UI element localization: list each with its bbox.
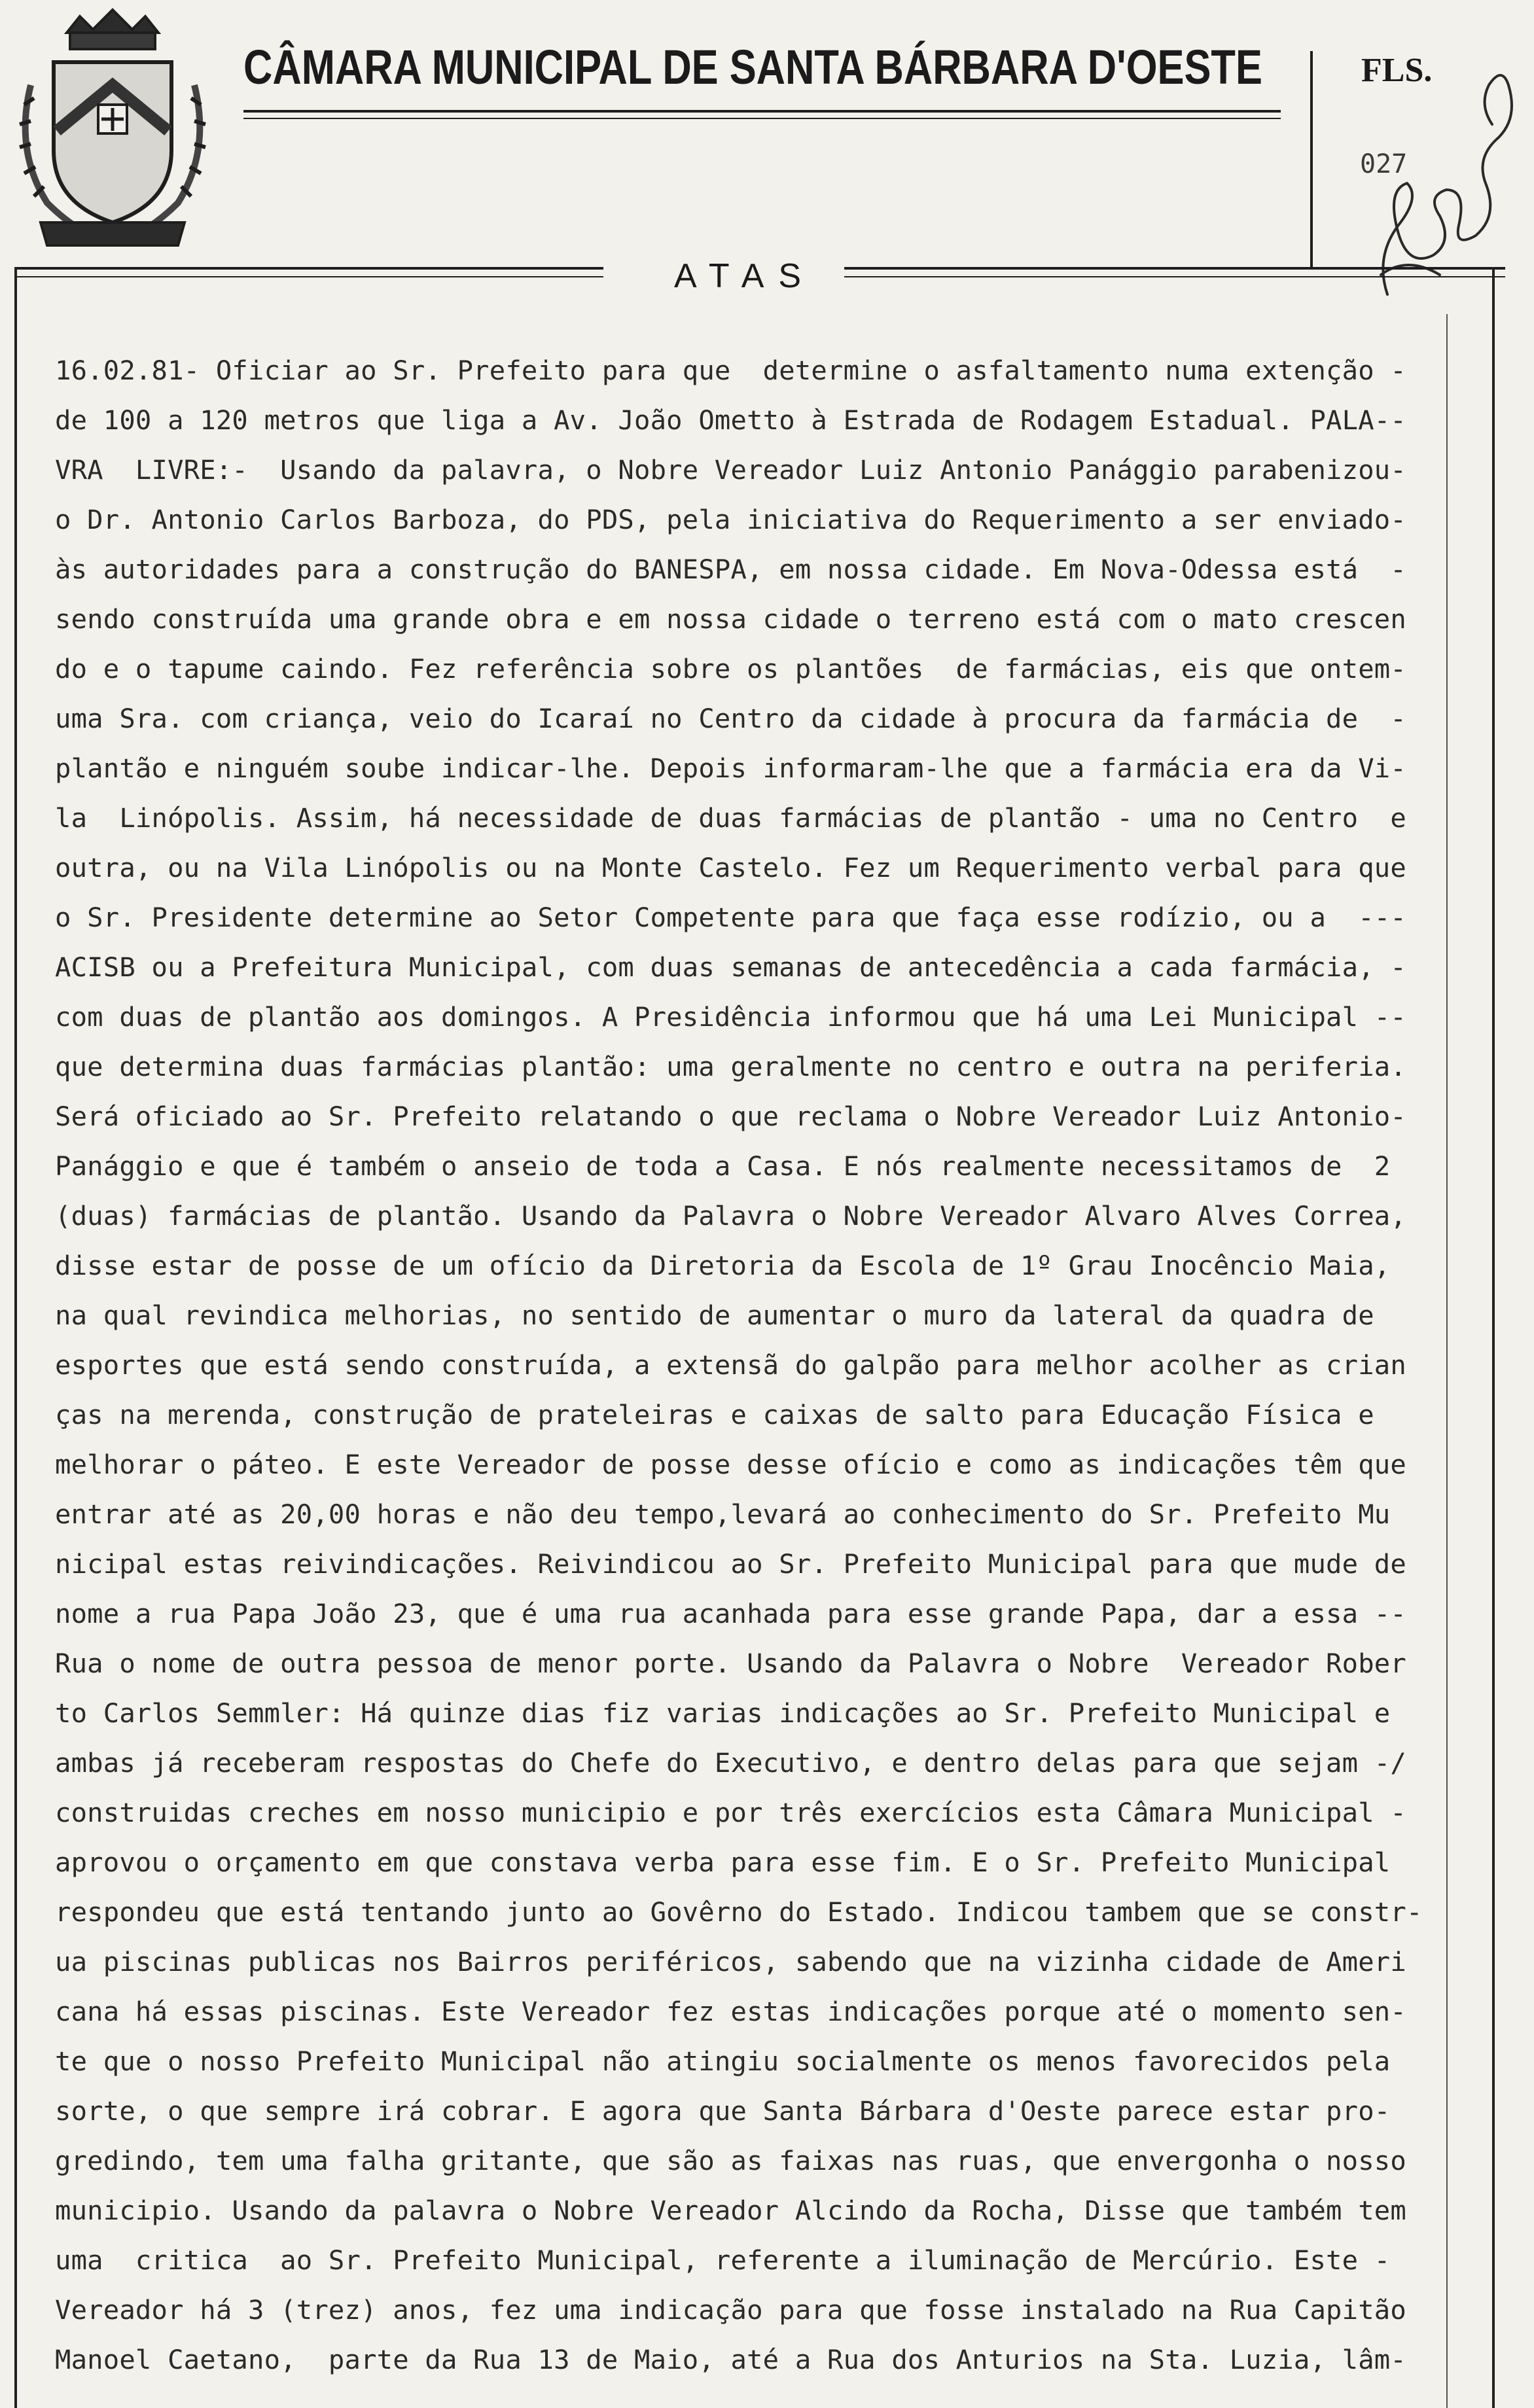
minutes-line: ACISB ou a Prefeitura Municipal, com duas semanas de antecedência a cada farmácia, - <box>55 951 1406 983</box>
section-rule-right <box>844 267 1505 270</box>
section-rule-left-thin <box>14 276 603 277</box>
minutes-line: na qual revindica melhorias, no sentido de aumentar o muro da lateral da quadra de <box>55 1300 1374 1331</box>
minutes-line: construidas creches em nosso municipio e por três exercícios esta Câmara Municipal - <box>55 1797 1406 1828</box>
section-rule-right-thin <box>844 276 1505 277</box>
minutes-line: respondeu que está tentando junto ao Govêrno do Estado. Indicou tambem que se constr- <box>55 1896 1423 1928</box>
minutes-line: cana há essas piscinas. Este Vereador fez estas indicações porque até o momento sen- <box>55 1996 1406 2027</box>
minutes-line: ua piscinas publicas nos Bairros periféricos, sabendo que na vizinha cidade de Ameri <box>55 1946 1406 1977</box>
minutes-line: uma Sra. com criança, veio do Icaraí no Centro da cidade à procura da farmácia de - <box>55 703 1406 734</box>
minutes-line: 16.02.81- Oficiar ao Sr. Prefeito para que determine o asfaltamento numa extenção - <box>55 355 1406 386</box>
minutes-line: nicipal estas reivindicações. Reivindicou ao Sr. Prefeito Municipal para que mude de <box>55 1548 1406 1580</box>
minutes-line: de 100 a 120 metros que liga a Av. João Ometto à Estrada de Rodagem Estadual. PALA-- <box>55 404 1406 436</box>
header-rule-thin <box>243 118 1281 119</box>
minutes-line: entrar até as 20,00 horas e não deu tempo,levará ao conhecimento do Sr. Prefeito Mu <box>55 1498 1391 1530</box>
minutes-line: te que o nosso Prefeito Municipal não atingiu socialmente os menos favorecidos pela <box>55 2045 1391 2077</box>
folio-number: 027 <box>1360 149 1408 179</box>
frame-left-border <box>14 267 17 2408</box>
minutes-line: (duas) farmácias de plantão. Usando da Palavra o Nobre Vereador Alvaro Alves Correa, <box>55 1200 1406 1231</box>
frame-right-border <box>1492 267 1495 2408</box>
minutes-line: melhorar o páteo. E este Vereador de posse desse ofício e como as indicações têm que <box>55 1449 1406 1480</box>
minutes-line: la Linópolis. Assim, há necessidade de duas farmácias de plantão - uma no Centro e <box>55 802 1406 834</box>
section-title: ATAS <box>674 257 816 295</box>
minutes-line: disse estar de posse de um ofício da Diretoria da Escola de 1º Grau Inocêncio Maia, <box>55 1250 1391 1281</box>
minutes-line: to Carlos Semmler: Há quinze dias fiz varias indicações ao Sr. Prefeito Municipal e <box>55 1697 1391 1729</box>
coat-of-arms-icon <box>14 7 211 255</box>
minutes-line: que determina duas farmácias plantão: uma geralmente no centro e outra na periferia. <box>55 1051 1406 1082</box>
section-rule-left <box>14 267 603 270</box>
signature-icon <box>1361 59 1525 308</box>
minutes-line: Panággio e que é também o anseio de toda a Casa. E nós realmente necessitamos de 2 <box>55 1150 1391 1182</box>
minutes-line: Vereador há 3 (trez) anos, fez uma indicação para que fosse instalado na Rua Capitão <box>55 2294 1406 2326</box>
folio-separator <box>1310 51 1313 267</box>
folio-label: FLS. <box>1361 52 1433 89</box>
minutes-line: ambas já receberam respostas do Chefe do Executivo, e dentro delas para que sejam -/ <box>55 1747 1406 1779</box>
header-rule <box>243 110 1281 113</box>
minutes-line: Manoel Caetano, parte da Rua 13 de Maio, até a Rua dos Anturios na Sta. Luzia, lâm- <box>55 2344 1406 2375</box>
minutes-body <box>55 345 1455 2384</box>
minutes-line: VRA LIVRE:- Usando da palavra, o Nobre Vereador Luiz Antonio Panággio parabenizou- <box>55 454 1406 486</box>
chamber-title: CÂMARA MUNICIPAL DE SANTA BÁRBARA D'OESTE <box>243 40 1262 94</box>
minutes-line: aprovou o orçamento em que constava verba para esse fim. E o Sr. Prefeito Municipal <box>55 1847 1391 1878</box>
minutes-line: o Sr. Presidente determine ao Setor Competente para que faça esse rodízio, ou a --- <box>55 902 1406 933</box>
minutes-line: Será oficiado ao Sr. Prefeito relatando o que reclama o Nobre Vereador Luiz Antonio- <box>55 1101 1406 1132</box>
minutes-line: com duas de plantão aos domingos. A Presidência informou que há uma Lei Municipal -- <box>55 1001 1406 1033</box>
minutes-line: sendo construída uma grande obra e em nossa cidade o terreno está com o mato crescen <box>55 603 1406 635</box>
minutes-line: gredindo, tem uma falha gritante, que são as faixas nas ruas, que envergonha o nosso <box>55 2145 1406 2176</box>
minutes-line: às autoridades para a construção do BANESPA, em nossa cidade. Em Nova-Odessa está - <box>55 554 1406 585</box>
minutes-line: outra, ou na Vila Linópolis ou na Monte Castelo. Fez um Requerimento verbal para que <box>55 852 1406 883</box>
minutes-line: sorte, o que sempre irá cobrar. E agora que Santa Bárbara d'Oeste parece estar pro- <box>55 2095 1391 2127</box>
minutes-line: do e o tapume caindo. Fez referência sobre os plantões de farmácias, eis que ontem- <box>55 653 1406 684</box>
minutes-line: ças na merenda, construção de prateleiras e caixas de salto para Educação Física e <box>55 1399 1374 1430</box>
minutes-line: o Dr. Antonio Carlos Barboza, do PDS, pela iniciativa do Requerimento a ser enviado- <box>55 504 1406 535</box>
minutes-line: esportes que está sendo construída, a extensã do galpão para melhor acolher as crian <box>55 1349 1406 1381</box>
minutes-line: plantão e ninguém soube indicar-lhe. Depois informaram-lhe que a farmácia era da Vi- <box>55 752 1406 784</box>
minutes-line: municipio. Usando da palavra o Nobre Vereador Alcindo da Rocha, Disse que também tem <box>55 2195 1406 2226</box>
minutes-line: nome a rua Papa João 23, que é uma rua acanhada para esse grande Papa, dar a essa -- <box>55 1598 1406 1629</box>
minutes-line: uma critica ao Sr. Prefeito Municipal, referente a iluminação de Mercúrio. Este - <box>55 2244 1391 2276</box>
minutes-line: Rua o nome de outra pessoa de menor porte. Usando da Palavra o Nobre Vereador Rober <box>55 1648 1406 1679</box>
